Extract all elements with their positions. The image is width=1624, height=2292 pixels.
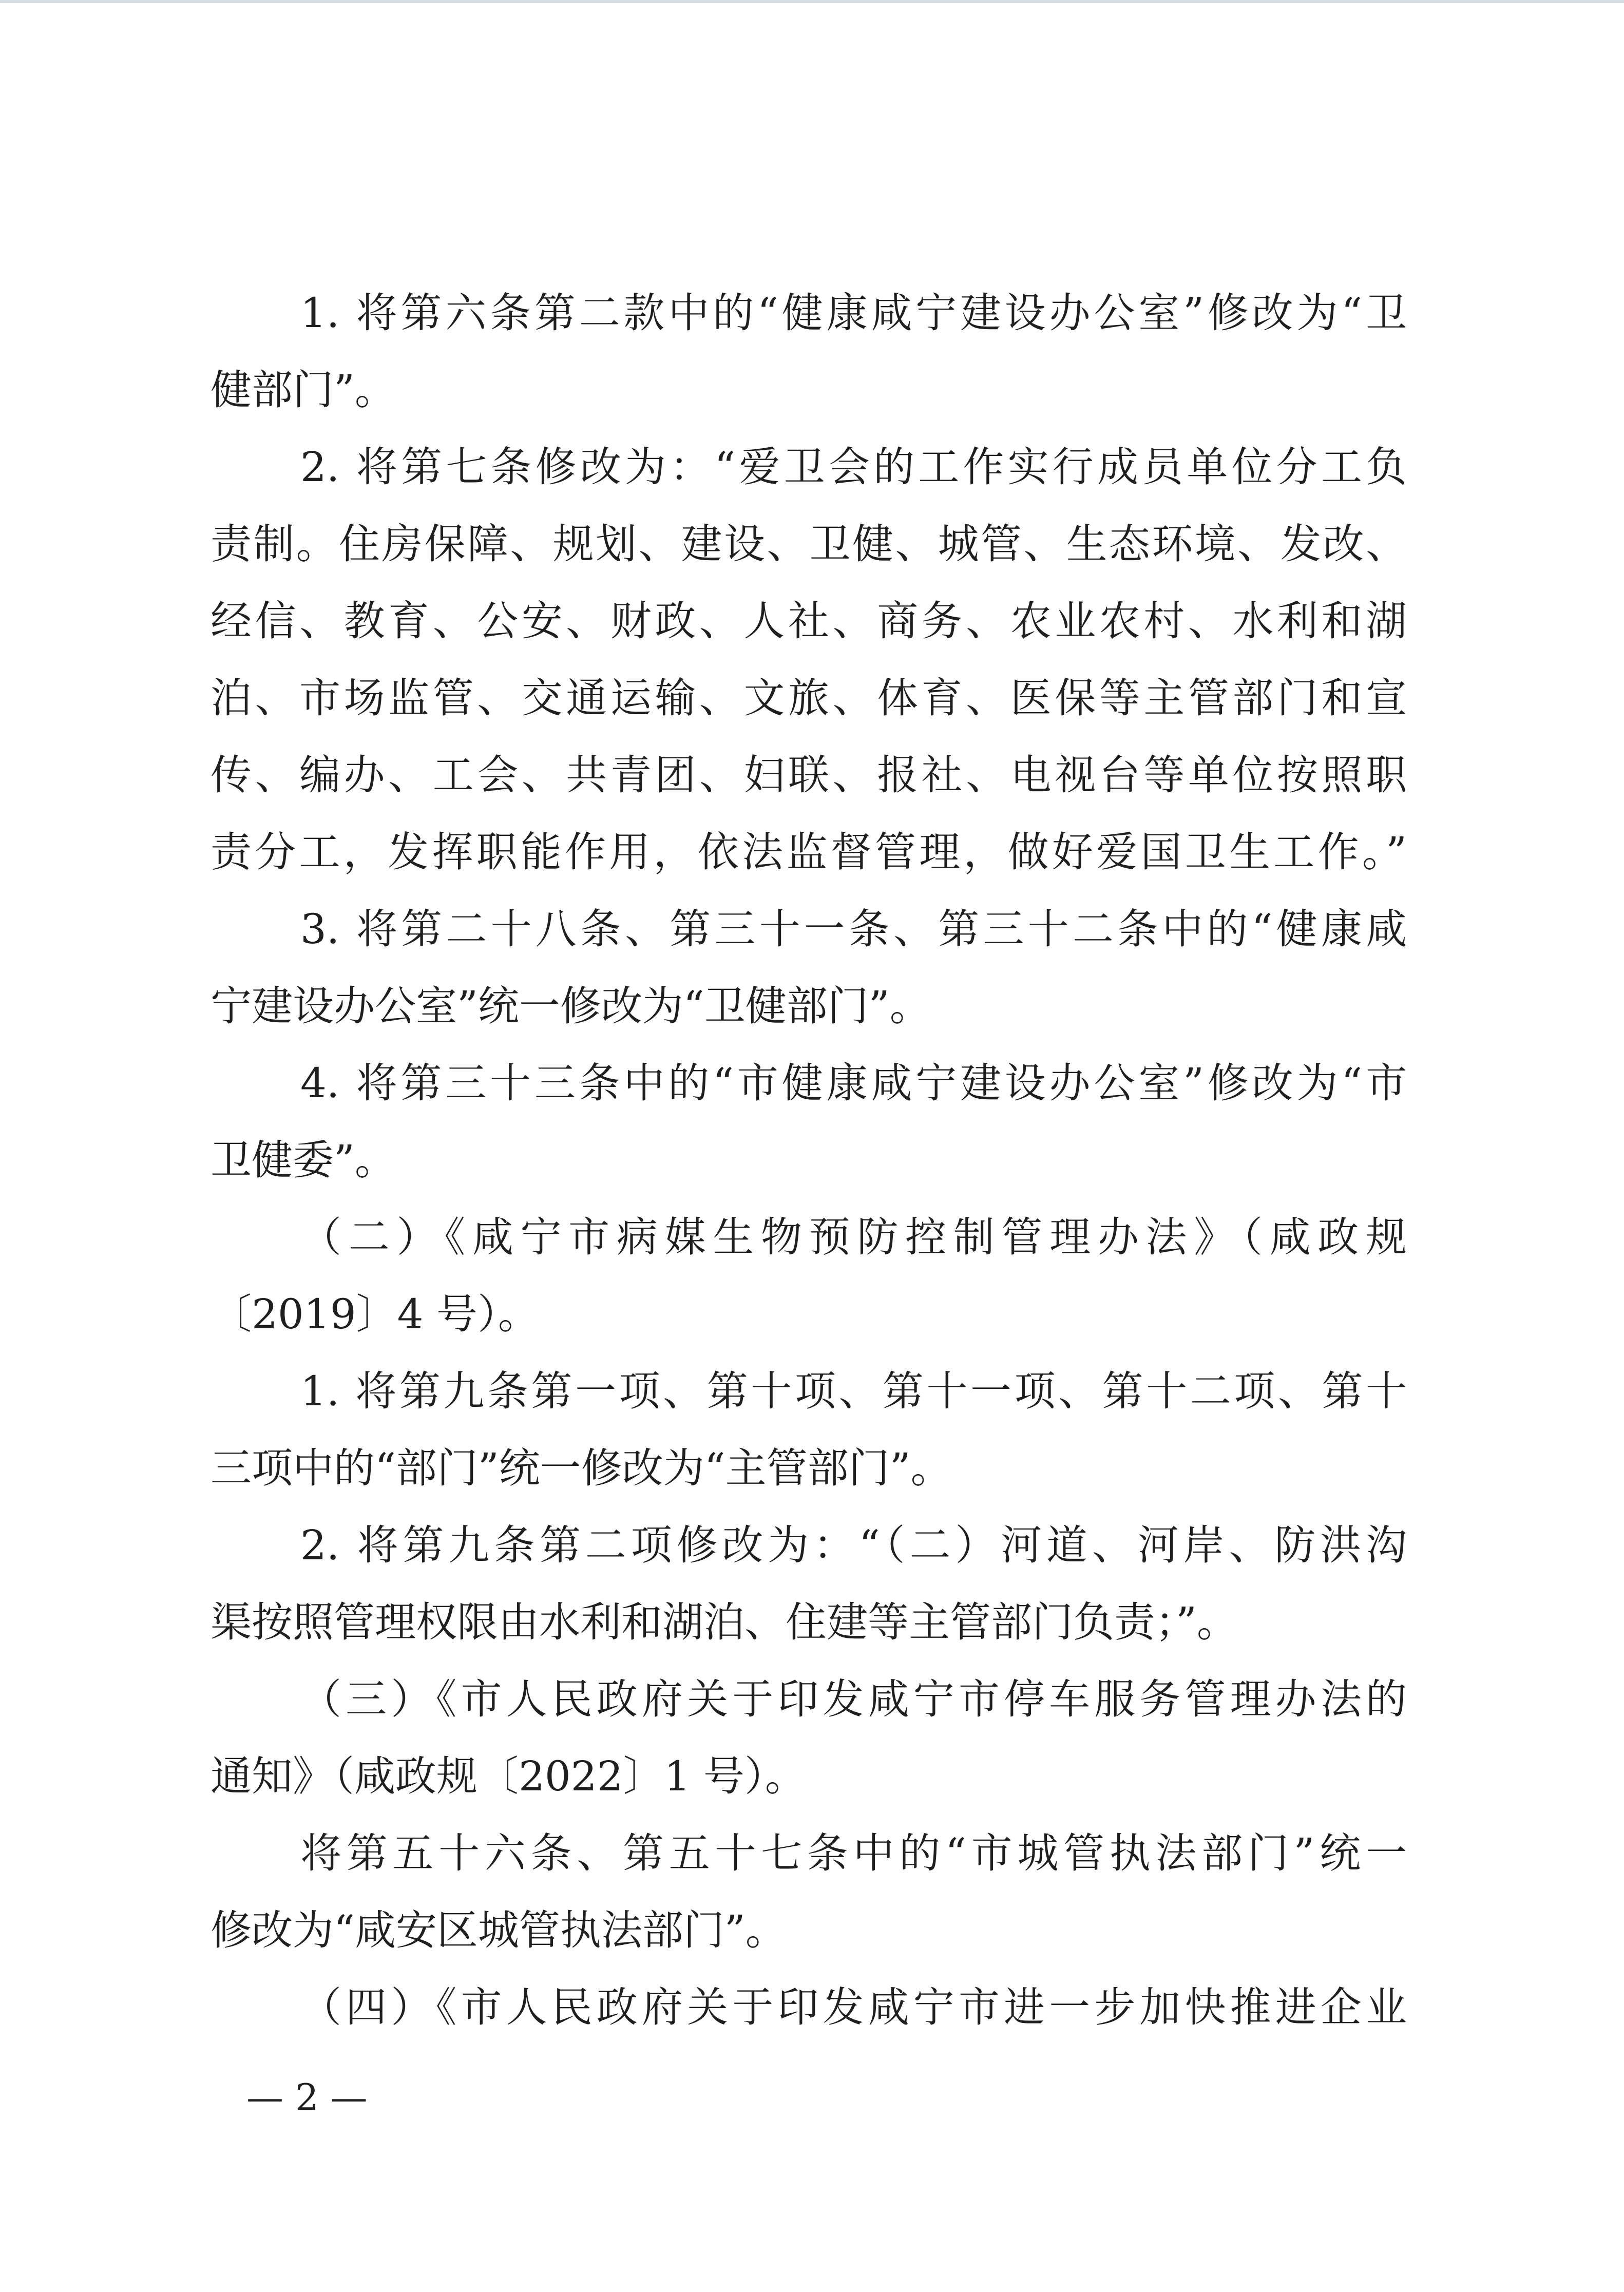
text-line: 传、编办、工会、共青团、妇联、报社、电视台等单位按照职 xyxy=(211,751,1407,799)
text-line: 渠按照管理权限由水利和湖泊、住建等主管部门负责；”。 xyxy=(211,1598,1238,1646)
text-line: 通知》（咸政规〔2022〕1 号）。 xyxy=(211,1752,806,1800)
text-line: 4. 将第三十三条中的“市健康咸宁建设办公室”修改为“市 xyxy=(300,1059,1407,1107)
text-line: 2. 将第九条第二项修改为：“（二）河道、河岸、防洪沟 xyxy=(300,1521,1407,1569)
text-line: 健部门”。 xyxy=(211,366,396,414)
text-line: 泊、市场监管、交通运输、文旅、体育、医保等主管部门和宣 xyxy=(211,674,1407,722)
text-line: 将第五十六条、第五十七条中的“市城管执法部门”统一 xyxy=(300,1829,1407,1877)
text-line: 宁建设办公室”统一修改为“卫健部门”。 xyxy=(211,982,931,1030)
text-line: 责分工，发挥职能作用，依法监督管理，做好爱国卫生工作。” xyxy=(211,828,1407,876)
text-line: 修改为“咸安区城管执法部门”。 xyxy=(211,1906,787,1954)
text-line: 3. 将第二十八条、第三十一条、第三十二条中的“健康咸 xyxy=(300,905,1407,953)
text-line: 〔2019〕4 号）。 xyxy=(211,1290,539,1338)
text-line: 1. 将第六条第二款中的“健康咸宁建设办公室”修改为“卫 xyxy=(300,289,1407,337)
page-number: — 2 — xyxy=(246,2076,368,2119)
text-line: 经信、教育、公安、财政、人社、商务、农业农村、水利和湖 xyxy=(211,597,1407,645)
text-line: 三项中的“部门”统一修改为“主管部门”。 xyxy=(211,1444,952,1492)
text-line: 责制。住房保障、规划、建设、卫健、城管、生态环境、发改、 xyxy=(211,520,1407,568)
text-line: 1. 将第九条第一项、第十项、第十一项、第十二项、第十 xyxy=(300,1367,1407,1415)
section-heading-4: （四）《市人民政府关于印发咸宁市进一步加快推进企业 xyxy=(300,1983,1407,2031)
scan-top-edge xyxy=(0,0,1624,3)
text-line: 2. 将第七条修改为：“爱卫会的工作实行成员单位分工负 xyxy=(300,443,1407,491)
section-heading-2: （二）《咸宁市病媒生物预防控制管理办法》（咸政规 xyxy=(300,1213,1407,1261)
section-heading-3: （三）《市人民政府关于印发咸宁市停车服务管理办法的 xyxy=(300,1675,1407,1723)
text-line: 卫健委”。 xyxy=(211,1136,396,1184)
